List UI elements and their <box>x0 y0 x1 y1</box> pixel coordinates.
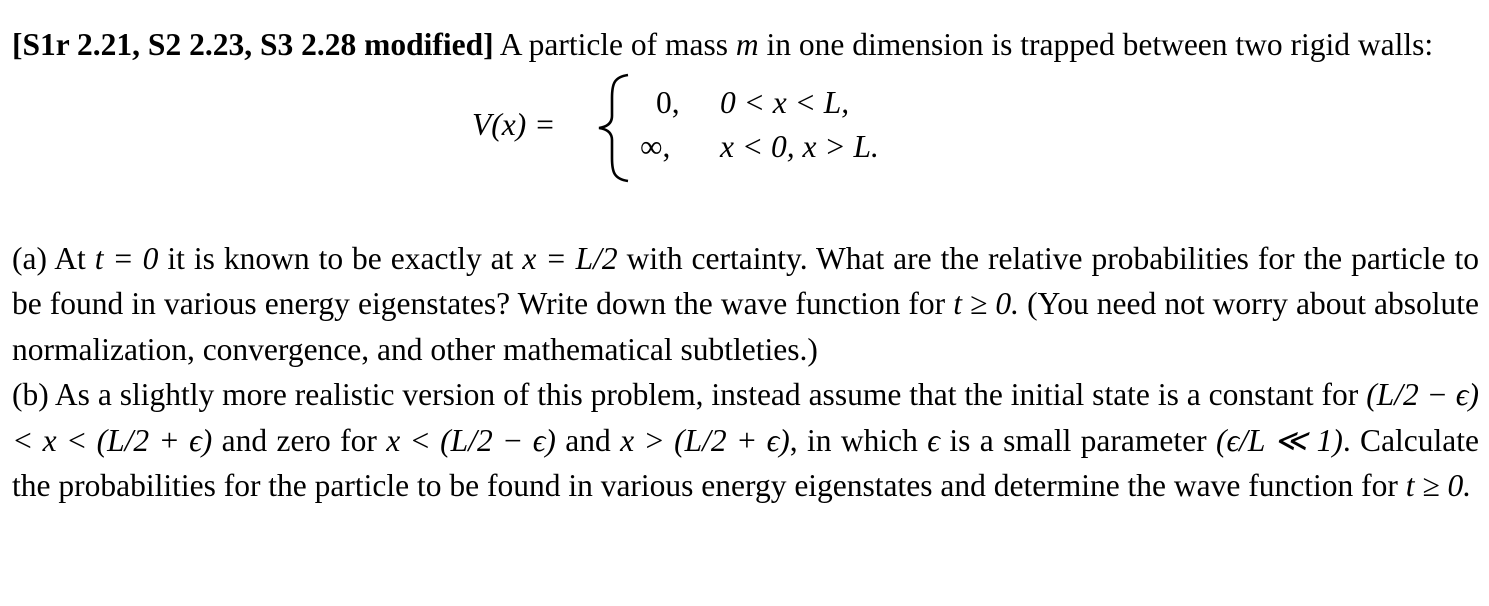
part-a-math-3: t ≥ 0. <box>953 286 1020 321</box>
part-b-text-2: and zero for <box>212 422 387 458</box>
intro-text-1: A particle of mass <box>493 27 736 62</box>
part-b <box>12 372 1479 509</box>
case-condition-inside: 0 < x < L, <box>720 84 850 120</box>
left-brace-icon <box>594 72 634 184</box>
part-a <box>12 236 1479 373</box>
part-b-text-5: is a small parameter <box>939 422 1216 458</box>
problem-text <box>12 22 1479 509</box>
part-b-text-4: , in which <box>789 422 928 458</box>
part-b-math-2: x < (L/2 − ϵ) <box>386 422 556 458</box>
part-b-text-1: (b) As a slightly more realistic version of this problem, instead assume that the initial state is a constant for <box>12 377 1367 412</box>
case-value-zero: 0, <box>656 84 680 120</box>
part-a-math-2: x = L/2 <box>522 240 618 276</box>
part-b-math-1: (L/2 − ϵ) < x < (L/2 + ϵ) <box>12 377 1479 458</box>
problem-intro <box>12 22 1479 68</box>
part-a-text-1: (a) At <box>12 240 95 276</box>
mass-symbol: m <box>735 27 759 62</box>
potential-equation <box>12 68 1479 236</box>
case-condition-outside: x < 0, x > L. <box>720 128 879 164</box>
part-b-math-5: (ϵ/L ≪ 1) <box>1215 422 1343 458</box>
part-b-math-3: x > (L/2 + ϵ) <box>620 422 790 458</box>
part-b-text-6: . Calculate the probabilities for the particle to be found in various energy eigenstates and determine the wave function for <box>12 422 1479 503</box>
part-a-math-1: t = 0 <box>94 240 159 276</box>
part-b-text-3: and <box>555 422 621 458</box>
part-a-text-2: it is known to be exactly at <box>158 240 523 276</box>
case-value-infinity: ∞, <box>640 128 671 164</box>
part-a-text-4: (You need not worry about absolute normalization, convergence, and other mathematical subtleties.) <box>12 286 1479 367</box>
part-b-math-6: t ≥ 0. <box>1405 468 1472 503</box>
intro-text-2: in one dimension is trapped between two rigid walls: <box>758 27 1434 62</box>
part-a-text-3: with certainty. What are the relative probabilities for the particle to be found in various energy eigenstates? Write down the wave function for <box>12 240 1479 321</box>
equation-lhs: V(x) = <box>472 106 556 142</box>
part-b-math-4: ϵ <box>927 422 940 458</box>
source-tag: [S1r 2.21, S2 2.23, S3 2.28 modified] <box>12 27 494 62</box>
